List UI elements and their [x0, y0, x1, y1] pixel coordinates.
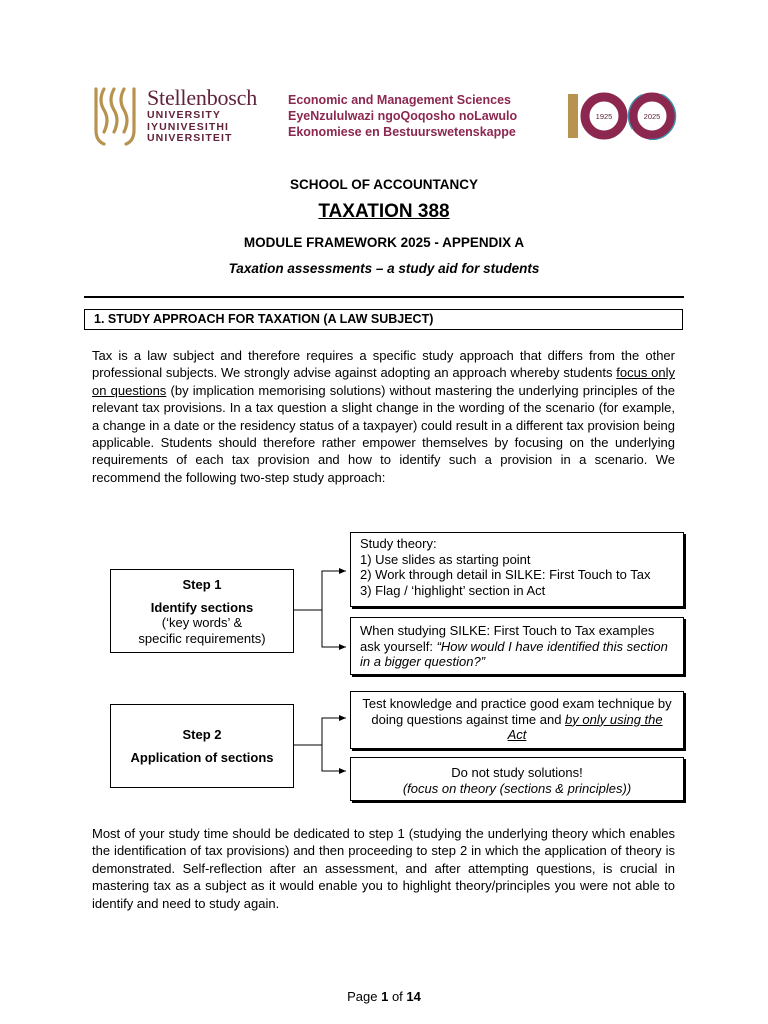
solutions-line2: (focus on theory (sections & principles))	[402, 780, 632, 796]
step1-detail-line1: (‘key words’ &	[161, 615, 243, 631]
centenary-100-logo	[568, 92, 678, 140]
horizontal-divider	[84, 296, 684, 298]
page-prefix: Page	[347, 989, 382, 1004]
university-name: Stellenbosch	[147, 85, 258, 110]
step1-title: Step 1	[182, 577, 222, 592]
page-header	[92, 86, 678, 148]
document-subtitle: Taxation assessments – a study aid for students	[228, 261, 540, 276]
theory-line-3: 2) Work through detail in SILKE: First Touch to Tax	[360, 567, 651, 583]
silke-question: “How would I have identified this section in a bigger question?”	[360, 638, 668, 670]
subject-title: TAXATION 388	[318, 201, 450, 222]
university-wordmark	[147, 86, 257, 145]
solutions-line1: Do not study solutions!	[451, 765, 583, 780]
step1-detail-line2: specific requirements)	[138, 630, 266, 646]
intro-text-part1: Tax is a law subject and therefore requires a specific study approach that differs from the other professional subjects. We strongly advise against adopting an approach whereby students	[92, 348, 675, 381]
intro-text-part2: (by implication memorising solutions) without mastering the underlying principles of the relevant tax provisions. In a tax question a slight change in the wording of the scenario (for example, a change in a date or the residency status of a taxpayer) could result in a different tax provision being applicable. Students should therefore rather empower themselves by focusing on the underlying requirements of each tax provision and how to identify such a provision in a scenario. We recommend the following two-step study approach:	[92, 382, 675, 485]
theory-line-1: Study theory:	[360, 536, 437, 551]
practice-act-only: by only using the Act	[507, 711, 663, 743]
stellenbosch-crest-logo	[92, 86, 138, 146]
intro-paragraph	[92, 347, 675, 486]
practice-box	[350, 691, 684, 749]
centenary-end-year: 2025	[643, 112, 661, 121]
silke-examples-box	[350, 617, 684, 675]
step2-name: Application of sections	[130, 749, 274, 765]
total-pages: 14	[406, 989, 421, 1004]
page-number	[0, 989, 768, 1004]
page-of: of	[388, 989, 407, 1004]
university-line-xh: IYUNIVESITHI	[147, 120, 230, 133]
step1-name: Identify sections	[150, 599, 254, 615]
practice-text: Test knowledge and practice good exam technique by doing questions against time and	[362, 696, 672, 727]
step1-box	[110, 569, 294, 653]
intro-text-underlined: focus only on questions	[92, 365, 675, 398]
university-line-af: UNIVERSITEIT	[147, 132, 233, 144]
faculty-name	[288, 92, 517, 140]
theory-line-4: 3) Flag / ‘highlight’ section in Act	[360, 582, 546, 598]
theory-line-2: 1) Use slides as starting point	[360, 551, 531, 567]
centenary-start-year: 1925	[595, 112, 613, 121]
step2-box	[110, 704, 294, 788]
faculty-line-en: Economic and Management Sciences	[288, 93, 511, 107]
closing-paragraph: Most of your study time should be dedicated to step 1 (studying the underlying theory which enables the identification of tax provisions) and then proceeding to step 2 in which the application of theory is demonstrated. Self-reflection after an assessment, and after attempting questions, is crucial in mastering tax as a subject as it would enable you to highlight theory/principles you were not able to identify and need to study again.	[92, 826, 675, 911]
faculty-line-xh: EyeNzululwazi ngoQoqosho noLawulo	[288, 109, 518, 123]
step2-title: Step 2	[182, 727, 222, 742]
silke-text: When studying SILKE: First Touch to Tax examples ask yourself:	[360, 623, 655, 654]
module-title: MODULE FRAMEWORK 2025 - APPENDIX A	[243, 235, 525, 250]
faculty-line-af: Ekonomiese en Bestuurswetenskappe	[288, 125, 516, 139]
solutions-box	[350, 757, 684, 801]
study-theory-box	[350, 532, 684, 607]
current-page: 1	[381, 989, 389, 1004]
section-heading: 1. STUDY APPROACH FOR TAXATION (A LAW SUBJECT)	[84, 309, 683, 330]
school-title: SCHOOL OF ACCOUNTANCY	[290, 177, 478, 192]
university-line-en: UNIVERSITY	[147, 109, 222, 121]
